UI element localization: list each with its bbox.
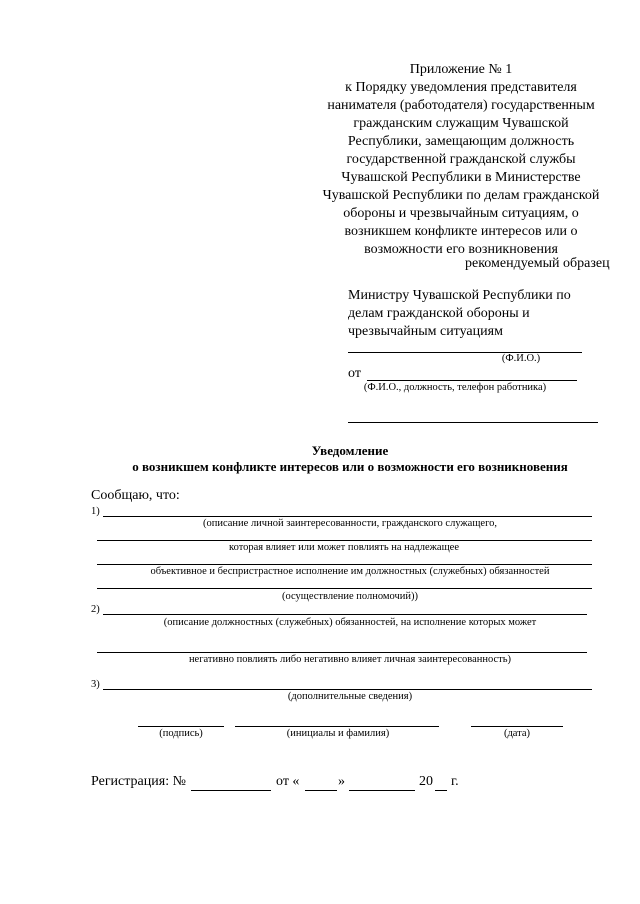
item1-line <box>103 516 592 517</box>
appendix-line: Чувашской Республики по делам гражданской <box>322 188 600 203</box>
from-line <box>367 380 577 381</box>
registration-year-prefix: 20 <box>419 774 433 789</box>
appendix-line: обороны и чрезвычайным ситуациям, о <box>343 206 579 221</box>
item2-line <box>97 652 587 653</box>
appendix-line: Чувашской Республики в Министерстве <box>341 170 581 185</box>
item1-line <box>97 564 592 565</box>
item3-line <box>103 689 592 690</box>
item3-label: 3) <box>91 679 100 690</box>
registration-number-line <box>191 790 271 791</box>
registration-from: от « <box>276 774 300 789</box>
registration-label: Регистрация: № <box>91 774 186 789</box>
addressee-line: Министру Чувашской Республики по <box>348 288 571 303</box>
name-caption: (инициалы и фамилия) <box>286 728 390 739</box>
recommended-sample: рекомендуемый образец <box>465 256 610 271</box>
appendix-line: нанимателя (работодателя) государственным <box>327 98 595 113</box>
fio-caption: (Ф.И.О.) <box>501 353 541 364</box>
addressee-line: чрезвычайным ситуациям <box>348 324 503 339</box>
date-caption: (дата) <box>503 728 531 739</box>
doc-subtitle: о возникшем конфликте интересов или о возможности его возникновения <box>132 459 568 474</box>
item1-caption: (описание личной заинтересованности, гражданского служащего, <box>202 518 498 529</box>
item3-caption: (дополнительные сведения) <box>287 691 413 702</box>
date-line <box>471 726 563 727</box>
item1-label: 1) <box>91 506 100 517</box>
registration-year-suffix: г. <box>451 774 459 789</box>
addressee-extra-line <box>348 422 598 423</box>
item1-line <box>97 588 592 589</box>
intro-text: Сообщаю, что: <box>91 488 180 503</box>
name-line <box>235 726 439 727</box>
doc-title: Уведомление <box>311 443 389 458</box>
signature-line <box>138 726 224 727</box>
item1-line <box>97 540 592 541</box>
item2-caption: негативно повлиять либо негативно влияет личная заинтересованность) <box>188 654 512 665</box>
appendix-line: Приложение № 1 <box>409 62 513 77</box>
appendix-line: гражданским служащим Чувашской <box>353 116 569 131</box>
appendix-line: государственной гражданской службы <box>346 152 576 167</box>
item1-caption: которая влияет или может повлиять на надлежащее <box>229 542 459 553</box>
item1-caption: объективное и беспристрастное исполнение им должностных (служебных) обязанностей <box>150 566 550 577</box>
item2-line <box>103 614 587 615</box>
appendix-line: возникшем конфликте интересов или о <box>344 224 578 239</box>
addressee-fio-line <box>348 352 582 353</box>
addressee-line: делам гражданской обороны и <box>348 306 530 321</box>
signature-caption: (подпись) <box>159 728 203 739</box>
item1-caption: (осуществление полномочий)) <box>281 591 419 602</box>
registration-day-line <box>305 790 337 791</box>
item2-label: 2) <box>91 604 100 615</box>
registration-year-line <box>435 790 447 791</box>
item2-caption: (описание должностных (служебных) обязанностей, на исполнение которых может <box>163 617 537 628</box>
appendix-line: Республики, замещающим должность <box>347 134 575 149</box>
registration-month-line <box>349 790 415 791</box>
from-label: от <box>348 366 361 381</box>
from-caption: (Ф.И.О., должность, телефон работника) <box>363 382 547 393</box>
appendix-line: возможности его возникновения <box>364 242 558 257</box>
registration-quote-close: » <box>338 774 345 789</box>
appendix-line: к Порядку уведомления представителя <box>345 80 577 95</box>
